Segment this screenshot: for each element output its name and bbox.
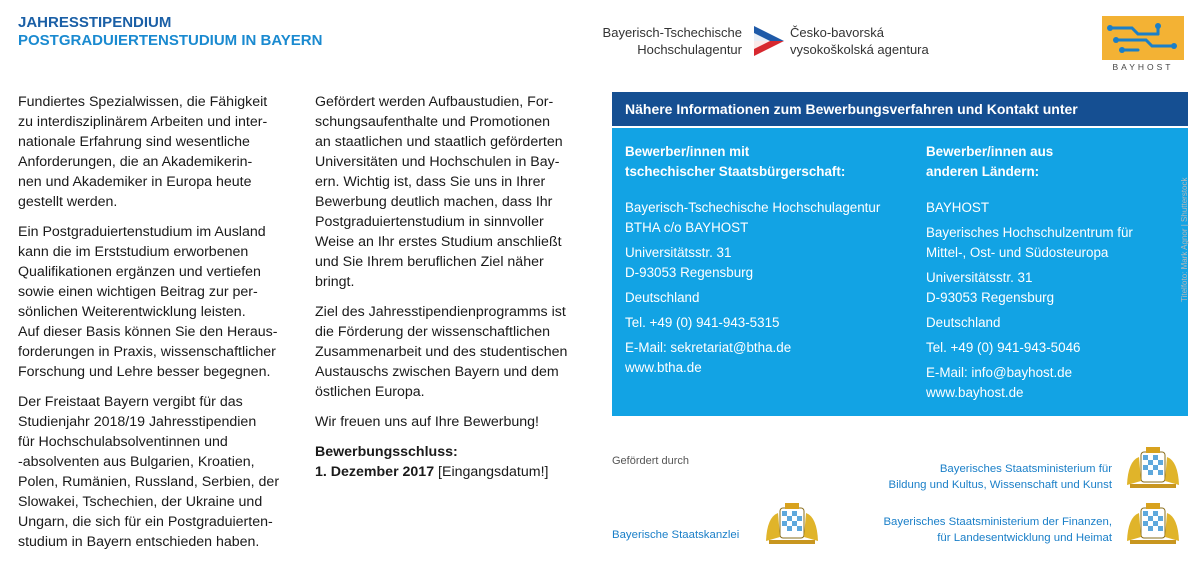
bavarian-crest-icon [763, 503, 821, 547]
bavarian-crest-icon [1124, 447, 1182, 491]
circuit-icon [1102, 16, 1184, 60]
info-panel-heading: Nähere Informationen zum Bewerbungsverfahren und Kontakt unter [612, 92, 1188, 126]
contact-address: Universitätsstr. 31 D-93053 Regensburg [625, 245, 754, 280]
sponsor-label: Gefördert durch [612, 455, 690, 467]
photo-credit-text: Titelfoto: Mark Agnor | Shutterstock [1180, 177, 1189, 302]
contact-org: BAYHOST [926, 200, 989, 215]
contact-address: Universitätsstr. 31 D-93053 Regensburg [926, 270, 1055, 305]
paragraph: Ziel des Jahresstipendienprogramms ist die Förderung der wissenschaftlichen Zusammenarbeit und des studentischen Austauschs zwischen Bayern und dem östlichen Europa. [315, 304, 568, 400]
contact-phone: Tel. +49 (0) 941-943-5315 [625, 315, 780, 330]
btha-logo [600, 22, 930, 62]
contact-czech-title: Bewerber/innen mit tschechischer Staatsbürgerschaft: [625, 144, 846, 179]
paragraph: Wir freuen uns auf Ihre Bewerbung! [315, 414, 539, 430]
deadline-label: Bewerbungsschluss: [315, 444, 458, 460]
text-column-1 [18, 92, 298, 562]
paragraph: Ein Postgraduiertenstudium im Ausland kann die im Erststudium erworbenen Qualifikationen ergänzen und vertiefen sowie einen wichtigen Beitrag zur per- sönlichen Weiterentwicklung leisten. Auf dieser Basis können Sie den Heraus- forderungen in Praxis, wissenschaftlicher Forschung und Lehre besser begegnen. [18, 224, 278, 380]
deadline-date: 1. Dezember 2017 [315, 464, 435, 480]
paragraph: Fundiertes Spezialwissen, die Fähigkeit zu interdisziplinärem Arbeiten und inter- nationale Erfahrung sind wesentliche Anforderungen, die an Akademikerin- nen und Akademiker in Europa heute gestellt werden. [18, 94, 268, 210]
contact-country: Deutschland [625, 290, 700, 305]
title-line-2: POSTGRADUIERTENSTUDIUM IN BAYERN [18, 32, 323, 49]
bavarian-crest-icon [1124, 503, 1182, 547]
btha-german-name: Bayerisch-Tschechische Hochschulagentur [602, 25, 742, 57]
sponsor-kultus: Bayerisches Staatsministerium für Bildung und Kultus, Wissenschaft und Kunst [888, 463, 1112, 491]
page-title [18, 14, 322, 50]
btha-czech-name: Česko-bavorská vysokoškolská agentura [790, 25, 929, 57]
bayhost-logo-mark [1102, 16, 1184, 60]
paragraph: Der Freistaat Bayern vergibt für das Studienjahr 2018/19 Jahresstipendien für Hochschulabsolventinnen und -absolventen aus Bulgarien, Kroatien, Polen, Rumänien, Russland, Serbien, der Slowakei, Tschechien, der Ukraine und Ungarn, die sich für ein Postgraduierten- studium in Bayern entschieden haben. [18, 394, 280, 550]
contact-czech [625, 142, 915, 383]
contact-country: Deutschland [926, 315, 1001, 330]
contact-org-description: Bayerisches Hochschulzentrum für Mittel-, Ost- und Südosteuropa [926, 225, 1133, 260]
contact-other-title: Bewerber/innen aus anderen Ländern: [926, 144, 1054, 179]
bayhost-logo [1102, 16, 1184, 74]
paragraph: Gefördert werden Aufbaustudien, For- schungsaufenthalte und Promotionen an staatlichen und staatlich geförderten Universitäten und Hochschulen in Bay- ern. Wichtig ist, dass Sie uns in Ihrer Bewerbung deutlich machen, dass Ihr Postgraduiertenstudium in sinnvoller Weise an Ihr erstes Studium anschließt und Sie Ihrem beruflichen Ziel näher bringt. [315, 94, 563, 290]
text-column-2 [315, 92, 591, 482]
contact-org: Bayerisch-Tschechische Hochschulagentur BTHA c/o BAYHOST [625, 200, 881, 235]
contact-email-web[interactable]: E-Mail: sekretariat@btha.de www.btha.de [625, 340, 792, 375]
deadline [315, 462, 591, 482]
deadline-note: [Eingangsdatum!] [434, 464, 549, 480]
contact-email-web[interactable]: E-Mail: info@bayhost.de www.bayhost.de [926, 365, 1073, 400]
photo-credit [1176, 146, 1196, 306]
btha-arrow-icon [752, 24, 786, 58]
title-line-1: JAHRESSTIPENDIUM [18, 14, 172, 31]
contact-other [926, 142, 1176, 408]
contact-phone: Tel. +49 (0) 941-943-5046 [926, 340, 1081, 355]
sponsor-finanzen: Bayerisches Staatsministerium der Finanzen, für Landesentwicklung und Heimat [883, 516, 1112, 544]
sponsor-kanzlei: Bayerische Staatskanzlei [612, 529, 740, 541]
bayhost-wordmark: BAYHOST [1112, 62, 1174, 72]
info-panel [612, 128, 1188, 416]
